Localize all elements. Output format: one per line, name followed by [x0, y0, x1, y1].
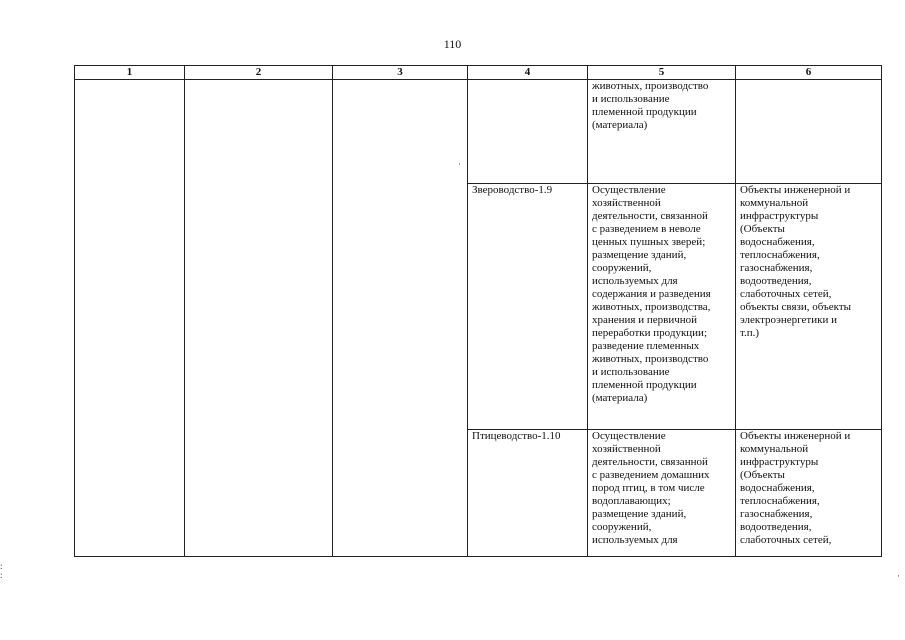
continuation-description-cell: животных, производство и использование племенной продукции (материала)	[588, 80, 736, 184]
auxiliary-uses-cell: Объекты инженерной и коммунальной инфраструктуры (Объекты водоснабжения, теплоснабжения, газоснабжения, водоотведения, слаботочных сетей, объекты связи, объекты электроэнергетики и т.п.)	[736, 184, 882, 430]
continuation-use-type-cell	[468, 80, 588, 184]
auxiliary-uses-cell: Объекты инженерной и коммунальной инфраструктуры (Объекты водоснабжения, теплоснабжения, газоснабжения, водоотведения, слаботочных сетей,	[736, 430, 882, 557]
scan-artifact-mark: ·	[458, 159, 461, 169]
column-1-blank-cell	[75, 80, 185, 557]
column-header-1: 1	[75, 66, 185, 80]
column-header-4: 4	[468, 66, 588, 80]
table-row-continuation	[75, 80, 882, 184]
table-header-row	[75, 66, 882, 80]
description-cell: Осуществление хозяйственной деятельности, связанной с разведением в неволе ценных пушных зверей; размещение зданий, сооружений, используемых для содержания и разведения животных, производства, хранения и первичной переработки продукции; разведение племенных животных, производство и использование племенной продукции (материала)	[588, 184, 736, 430]
continuation-auxiliary-cell	[736, 80, 882, 184]
page-number: 110	[443, 37, 462, 51]
column-header-5: 5	[588, 66, 736, 80]
description-cell: Осуществление хозяйственной деятельности, связанной с разведением домашних пород птиц, в том числе водоплавающих; размещение зданий, сооружений, используемых для	[588, 430, 736, 557]
use-type-cell: Звероводство-1.9	[468, 184, 588, 430]
scan-artifact-mark: ·	[897, 571, 900, 581]
column-2-blank-cell	[185, 80, 333, 557]
column-3-blank-cell	[333, 80, 468, 557]
land-use-table	[74, 65, 882, 557]
column-header-6: 6	[736, 66, 882, 80]
scan-artifact-mark: : :	[0, 561, 3, 580]
use-type-cell: Птицеводство-1.10	[468, 430, 588, 557]
column-header-2: 2	[185, 66, 333, 80]
column-header-3: 3	[333, 66, 468, 80]
